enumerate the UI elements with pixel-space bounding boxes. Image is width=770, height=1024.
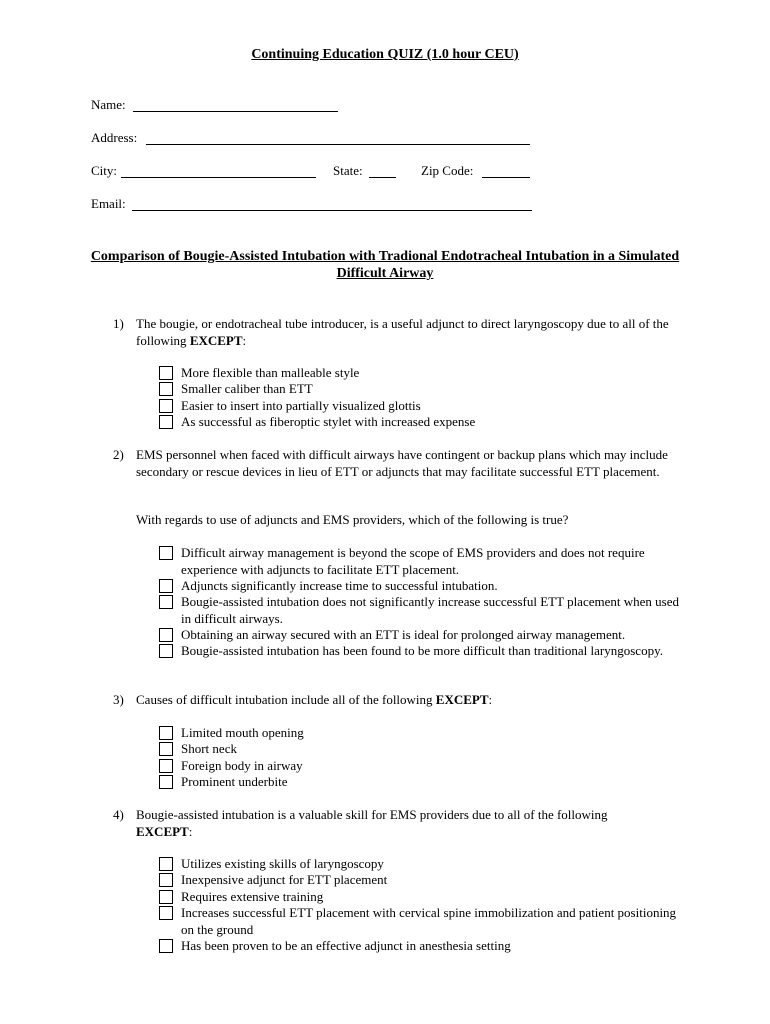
question-1-text-main: The bougie, or endotracheal tube introducer, is a useful adjunct to direct laryngoscopy due to all of the following bbox=[136, 316, 669, 348]
checkbox[interactable] bbox=[159, 399, 173, 413]
option-label: Adjuncts significantly increase time to successful intubation. bbox=[181, 578, 498, 593]
option-label: Increases successful ETT placement with cervical spine immobilization and patient positioning on the ground bbox=[181, 905, 677, 937]
address-label: Address: bbox=[91, 130, 138, 145]
checkbox[interactable] bbox=[159, 382, 173, 396]
option-label: Obtaining an airway secured with an ETT is ideal for prolonged airway management. bbox=[181, 627, 626, 642]
question-1-number: 1) bbox=[113, 316, 124, 331]
checkbox[interactable] bbox=[159, 726, 173, 740]
option-label: Easier to insert into partially visualized glottis bbox=[181, 398, 421, 413]
question-2-number: 2) bbox=[113, 447, 124, 462]
question-3-text bbox=[136, 692, 696, 709]
question-4-text bbox=[136, 807, 656, 840]
email-label: Email: bbox=[91, 196, 126, 211]
page-title: Continuing Education QUIZ (1.0 hour CEU) bbox=[251, 47, 519, 62]
zip-input[interactable] bbox=[482, 163, 530, 178]
option-label: Short neck bbox=[181, 741, 237, 756]
option-label: As successful as fiberoptic stylet with increased expense bbox=[181, 414, 476, 429]
state-label: State: bbox=[333, 163, 363, 178]
question-3-except: EXCEPT bbox=[435, 692, 489, 707]
question-4-text-main: Bougie-assisted intubation is a valuable skill for EMS providers due to all of the following bbox=[136, 807, 608, 822]
question-4-except: EXCEPT bbox=[136, 823, 189, 839]
question-3-text-main: Causes of difficult intubation include all of the following bbox=[136, 692, 436, 707]
checkbox[interactable] bbox=[159, 873, 173, 887]
city-input[interactable] bbox=[121, 163, 316, 178]
question-3-text-end: : bbox=[488, 692, 493, 707]
option-label: More flexible than malleable style bbox=[181, 365, 360, 380]
checkbox[interactable] bbox=[159, 415, 173, 429]
option-label: Difficult airway management is beyond the scope of EMS providers and does not require experience with adjuncts to facilitate ETT placement. bbox=[181, 545, 645, 577]
option-label: Requires extensive training bbox=[181, 889, 324, 904]
checkbox[interactable] bbox=[159, 366, 173, 380]
address-field bbox=[91, 130, 137, 148]
option-label: Limited mouth opening bbox=[181, 725, 304, 740]
checkbox[interactable] bbox=[159, 775, 173, 789]
checkbox[interactable] bbox=[159, 595, 173, 609]
question-3-number: 3) bbox=[113, 692, 124, 707]
option-label: Foreign body in airway bbox=[181, 758, 303, 773]
checkbox[interactable] bbox=[159, 890, 173, 904]
question-2-text: EMS personnel when faced with difficult airways have contingent or backup plans which may include secondary or rescue devices in lieu of ETT or adjuncts that may facilitate successful ETT placement. bbox=[136, 447, 668, 479]
question-2-subtext: With regards to use of adjuncts and EMS providers, which of the following is true? bbox=[136, 512, 569, 527]
city-field bbox=[91, 163, 117, 181]
city-label: City: bbox=[91, 163, 118, 178]
option-label: Utilizes existing skills of laryngoscopy bbox=[181, 856, 384, 871]
checkbox[interactable] bbox=[159, 546, 173, 560]
checkbox[interactable] bbox=[159, 644, 173, 658]
email-input[interactable] bbox=[132, 196, 532, 211]
zip-label: Zip Code: bbox=[421, 163, 474, 178]
option-label: Inexpensive adjunct for ETT placement bbox=[181, 872, 388, 887]
state-field bbox=[333, 163, 363, 181]
checkbox[interactable] bbox=[159, 906, 173, 920]
checkbox[interactable] bbox=[159, 742, 173, 756]
option-label: Smaller caliber than ETT bbox=[181, 381, 313, 396]
zip-field bbox=[421, 163, 473, 181]
checkbox[interactable] bbox=[159, 628, 173, 642]
option-label: Bougie-assisted intubation has been found to be more difficult than traditional laryngoscopy. bbox=[181, 643, 663, 658]
checkbox[interactable] bbox=[159, 579, 173, 593]
address-input[interactable] bbox=[146, 130, 530, 145]
checkbox[interactable] bbox=[159, 759, 173, 773]
option-label: Has been proven to be an effective adjunct in anesthesia setting bbox=[181, 938, 511, 953]
question-4-number: 4) bbox=[113, 807, 124, 822]
name-input[interactable] bbox=[133, 97, 338, 112]
question-4-text-end: : bbox=[188, 823, 193, 839]
question-1-text bbox=[136, 316, 696, 349]
question-1-text-end: : bbox=[242, 332, 247, 348]
checkbox[interactable] bbox=[159, 939, 173, 953]
name-field bbox=[91, 97, 126, 115]
question-1-except: EXCEPT bbox=[189, 332, 243, 348]
quiz-subtitle: Comparison of Bougie-Assisted Intubation with Tradional Endotracheal Intubation in a Simulated Difficult Airway bbox=[90, 249, 680, 281]
option-label: Prominent underbite bbox=[181, 774, 288, 789]
state-input[interactable] bbox=[369, 163, 396, 178]
option-label: Bougie-assisted intubation does not significantly increase successful ETT placement when used in difficult airways. bbox=[181, 594, 679, 626]
email-field bbox=[91, 196, 126, 214]
name-label: Name: bbox=[91, 97, 126, 112]
checkbox[interactable] bbox=[159, 857, 173, 871]
